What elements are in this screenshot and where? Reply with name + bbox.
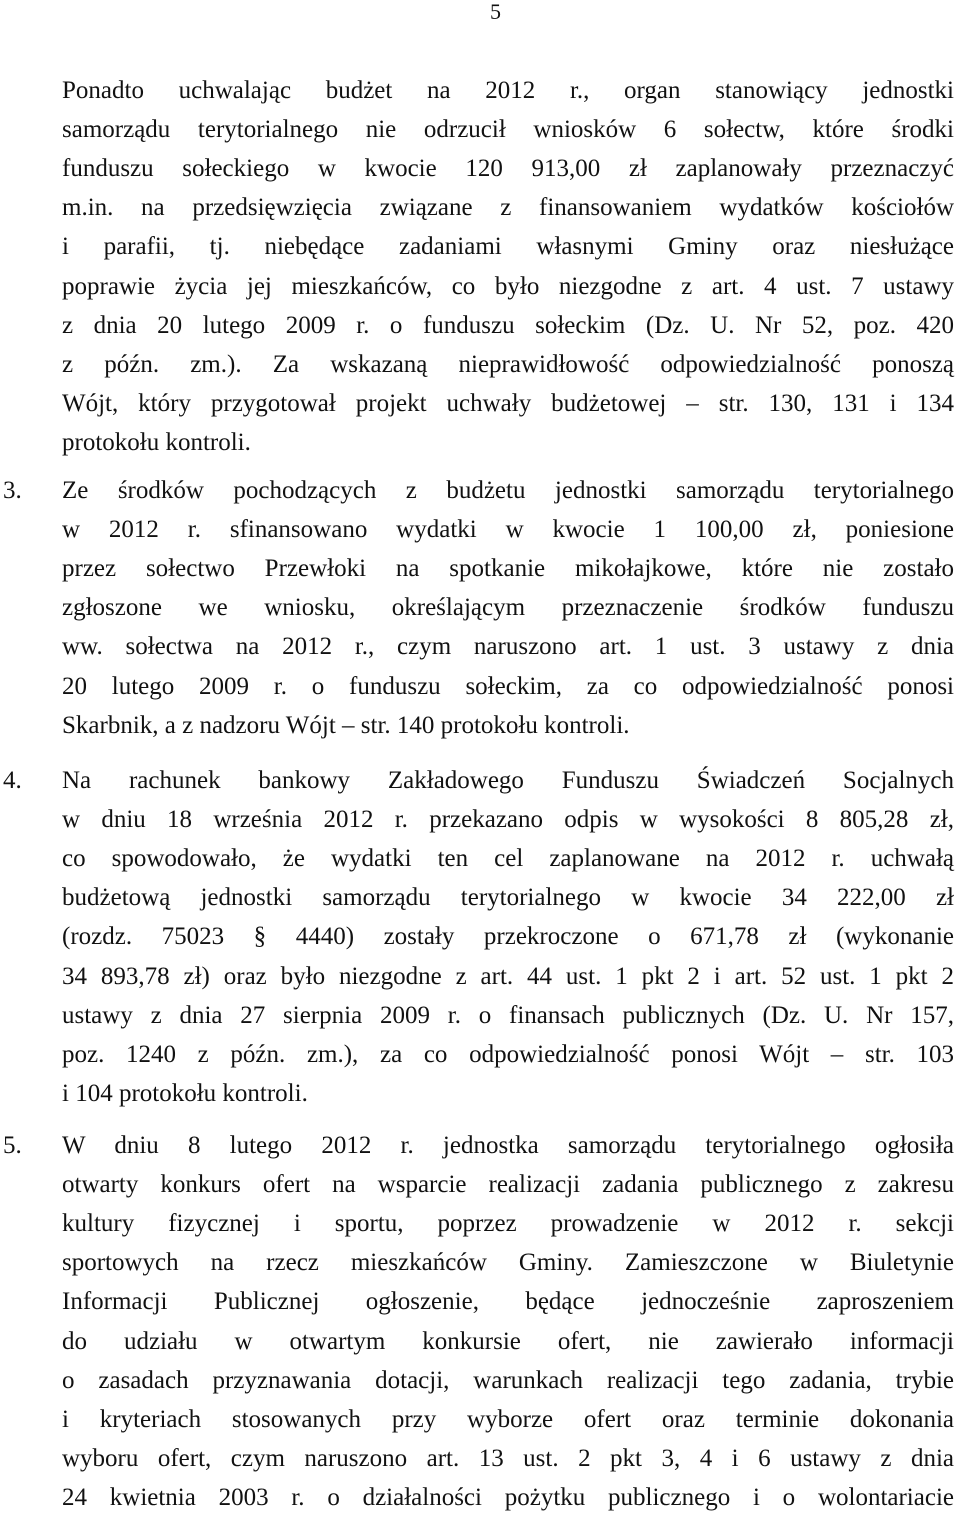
text-line: W dniu 8 lutego 2012 r. jednostka samorządu terytorialnego ogłosiła [62, 1132, 954, 1159]
text-line: protokołu kontroli. [62, 429, 251, 456]
paragraph-number: 5. [3, 1132, 22, 1159]
text-line: wyboru ofert, czym naruszono art. 13 ust. 2 pkt 3, 4 i 6 ustawy z dnia [62, 1445, 954, 1472]
text-line: funduszu sołeckiego w kwocie 120 913,00 zł zaplanowały przeznaczyć [62, 155, 954, 182]
text-line: sportowych na rzecz mieszkańców Gminy. Zamieszczone w Biuletynie [62, 1249, 954, 1276]
text-line: Skarbnik, a z nadzoru Wójt – str. 140 protokołu kontroli. [62, 712, 630, 739]
text-line: z późn. zm.). Za wskazaną nieprawidłowość odpowiedzialność ponoszą [62, 351, 954, 378]
text-line: i kryteriach stosowanych przy wyborze ofert oraz terminie dokonania [62, 1406, 954, 1433]
text-line: zgłoszone we wniosku, określającym przeznaczenie środków funduszu [62, 594, 954, 621]
text-line: 34 893,78 zł) oraz było niezgodne z art. 44 ust. 1 pkt 2 i art. 52 ust. 1 pkt 2 [62, 963, 954, 990]
text-line: ustawy z dnia 27 sierpnia 2009 r. o finansach publicznych (Dz. U. Nr 157, [62, 1002, 954, 1029]
text-line: samorządu terytorialnego nie odrzucił wniosków 6 sołectw, które środki [62, 116, 954, 143]
text-line: Informacji Publicznej ogłoszenie, będące jednocześnie zaproszeniem [62, 1288, 954, 1315]
text-line: Ponadto uchwalając budżet na 2012 r., organ stanowiący jednostki [62, 77, 954, 104]
page-number: 5 [490, 0, 501, 24]
text-line: Ze środków pochodzących z budżetu jednostki samorządu terytorialnego [62, 477, 954, 504]
text-line: i 104 protokołu kontroli. [62, 1080, 308, 1107]
text-line: o zasadach przyznawania dotacji, warunkach realizacji tego zadania, trybie [62, 1367, 954, 1394]
text-line: z dnia 20 lutego 2009 r. o funduszu sołeckim (Dz. U. Nr 52, poz. 420 [62, 312, 954, 339]
text-line: do udziału w otwartym konkursie ofert, nie zawierało informacji [62, 1328, 954, 1355]
text-line: co spowodowało, że wydatki ten cel zaplanowane na 2012 r. uchwałą [62, 845, 954, 872]
text-line: 20 lutego 2009 r. o funduszu sołeckim, za co odpowiedzialność ponosi [62, 673, 954, 700]
text-line: Na rachunek bankowy Zakładowego Funduszu Świadczeń Socjalnych [62, 767, 954, 794]
text-line: w 2012 r. sfinansowano wydatki w kwocie 1 100,00 zł, poniesione [62, 516, 954, 543]
text-line: Wójt, który przygotował projekt uchwały budżetowej – str. 130, 131 i 134 [62, 390, 954, 417]
text-line: 24 kwietnia 2003 r. o działalności pożytku publicznego i o wolontariacie [62, 1484, 954, 1511]
text-line: budżetową jednostki samorządu terytorialnego w kwocie 34 222,00 zł [62, 884, 954, 911]
paragraph-number: 4. [3, 767, 22, 794]
paragraph-number: 3. [3, 477, 22, 504]
text-line: kultury fizycznej i sportu, poprzez prowadzenie w 2012 r. sekcji [62, 1210, 954, 1237]
text-line: poz. 1240 z późn. zm.), za co odpowiedzialność ponosi Wójt – str. 103 [62, 1041, 954, 1068]
text-line: (rozdz. 75023 § 4440) zostały przekroczone o 671,78 zł (wykonanie [62, 923, 954, 950]
text-line: i parafii, tj. niebędące zadaniami własnymi Gminy oraz niesłużące [62, 233, 954, 260]
text-line: otwarty konkurs ofert na wsparcie realizacji zadania publicznego z zakresu [62, 1171, 954, 1198]
text-line: w dniu 18 września 2012 r. przekazano odpis w wysokości 8 805,28 zł, [62, 806, 954, 833]
text-line: ww. sołectwa na 2012 r., czym naruszono art. 1 ust. 3 ustawy z dnia [62, 633, 954, 660]
text-line: przez sołectwo Przewłoki na spotkanie mikołajkowe, które nie zostało [62, 555, 954, 582]
text-line: poprawie życia jej mieszkańców, co było niezgodne z art. 4 ust. 7 ustawy [62, 273, 954, 300]
text-line: m.in. na przedsięwzięcia związane z finansowaniem wydatków kościołów [62, 194, 954, 221]
